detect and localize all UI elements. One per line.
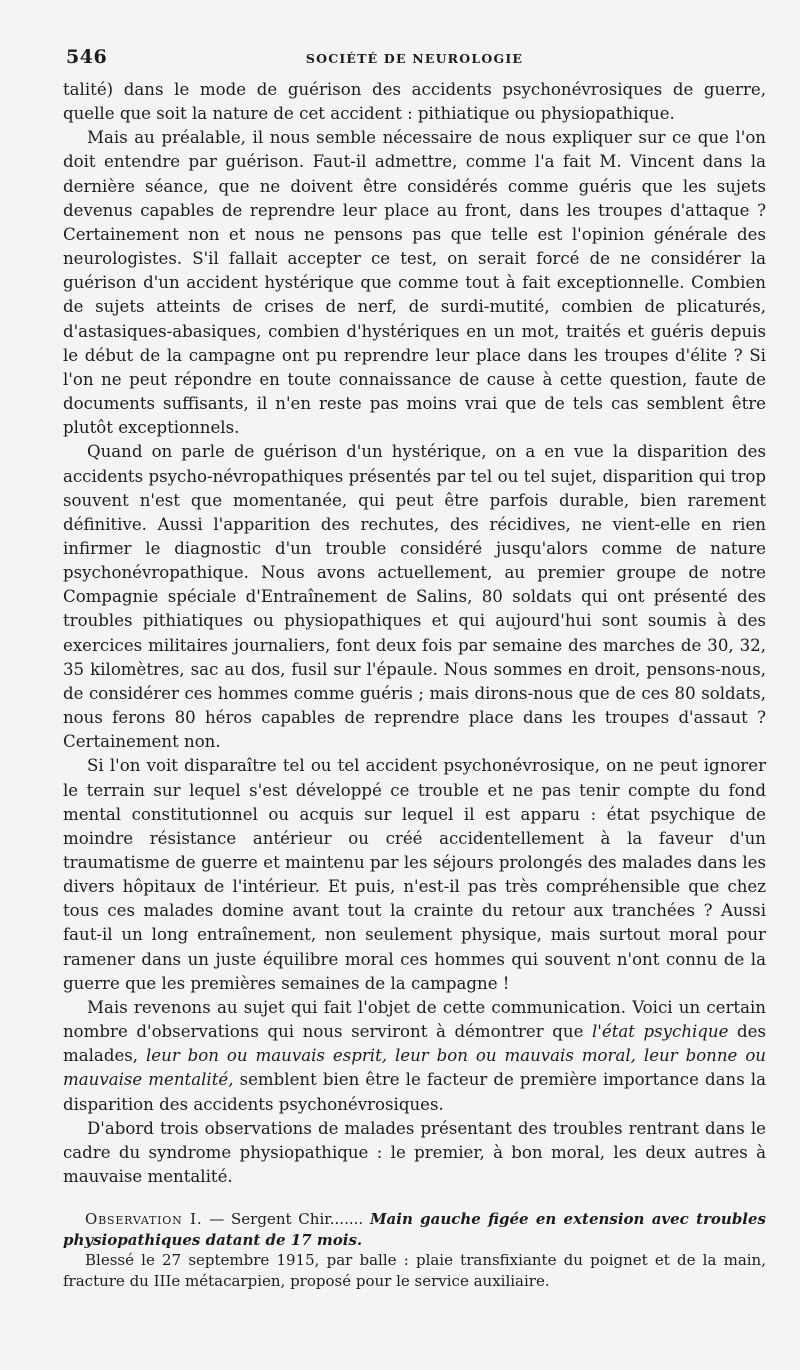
paragraph [63, 996, 766, 1117]
observation-heading [63, 1209, 766, 1250]
paragraph: talité) dans le mode de guérison des accidents psychonévrosiques de guerre, quelle que soit la nature de cet accident : pithiatique ou physiopathique. [63, 80, 766, 124]
running-title: SOCIÉTÉ DE NEUROLOGIE [305, 51, 524, 66]
observation-subject: — Sergent Chir....... [202, 1210, 370, 1229]
observation-title: Main gauche figée en extension avec troubles physiopathiques datant de 17 mois. [63, 1210, 766, 1249]
paragraph: Quand on parle de guérison d'un hystérique, on a en vue la disparition des accidents psycho-névropathiques présentés par tel ou tel sujet, disparition qui trop souvent n'est que momentanée, qui peut être parfois durable, bien rarement définitive. Aussi l'apparition des rechutes, des récidives, ne vient-elle en rien infirmer le diagnostic d'un trouble considéré jusqu'alors comme de nature psychonévropathique. Nous avons actuellement, au premier groupe de notre Compagnie spéciale d'Entraînement de Salins, 80 soldats qui ont présenté des troubles pithiatiques ou physiopathiques et qui aujourd'hui sont soumis à des exercices militaires journaliers, font deux fois par semaine des marches de 30, 32, 35 kilomètres, sac au dos, fusil sur l'épaule. Nous sommes en droit, pensons-nous, de considérer ces hommes comme guéris ; mais dirons-nous que de ces 80 soldats, nous ferons 80 héros capables de reprendre place dans les troupes d'assaut ? Certainement non. [63, 442, 766, 752]
emphasis-text: l'état psychique [592, 1022, 729, 1042]
paragraph: Si l'on voit disparaître tel ou tel accident psychonévrosique, on ne peut ignorer le terrain sur lequel s'est développé ce trouble et ne pas tenir compte du fond mental constitutionnel ou acquis sur lequel il est apparu : état psychique de moindre résistance antérieur ou créé accidentellement à la faveur d'un traumatisme de guerre et maintenu par les séjours prolongés des malades dans les divers hôpitaux de l'intérieur. Et puis, n'est-il pas très compréhensible que chez tous ces malades domine avant tout la crainte du retour aux tranchées ? Aussi faut-il un long entraînement, non seulement physique, mais surtout moral pour ramener dans un juste équilibre moral ces hommes qui souvent n'ont connu de la guerre que les premières semaines de la campagne ! [63, 756, 766, 993]
paragraph: Mais au préalable, il nous semble nécessaire de nous expliquer sur ce que l'on doit entendre par guérison. Faut-il admettre, comme l'a fait M. Vincent dans la dernière séance, que ne doivent être considérés comme guéris que les sujets devenus capables de reprendre leur place au front, dans les troupes d'attaque ? Certainement non et nous ne pensons pas que telle est l'opinion générale des neurologistes. S'il fallait accepter ce test, on serait forcé de ne considérer la guérison d'un accident hystérique que comme tout à fait exceptionnelle. Combien de sujets atteints de crises de nerf, de surdi-mutité, combien de plicaturés, d'astasiques-abasiques, combien d'hystériques en un mot, traités et guéris depuis le début de la campagne ont pu reprendre leur place dans les troupes d'élite ? Si l'on ne peut répondre en toute connaissance de cause à cette question, faute de documents suffisants, il n'en reste pas moins vrai que de tels cas semblent être plutôt exceptionnels. [63, 128, 766, 438]
paragraph-text: des malades, [63, 1022, 767, 1066]
observation-text: Blessé le 27 septembre 1915, par balle : plaie transfixiante du poignet et de la main, fracture du IIIe métacarpien, proposé pour le service auxiliaire. [63, 1251, 766, 1290]
emphasis-text: leur bon ou mauvais esprit, leur bon ou mauvais moral, leur bonne ou mauvaise mentalité, [63, 1046, 766, 1090]
paragraph-text: Mais revenons au sujet qui fait l'objet de cette communication. Voici un certain nombre d'observations qui nous serviront à démontrer que [63, 997, 766, 1042]
observation-label: Observation I. [85, 1210, 203, 1229]
observation-block [63, 1209, 766, 1291]
body-text [63, 78, 766, 1189]
page-header [63, 46, 766, 78]
paragraph: D'abord trois observations de malades présentant des troubles rentrant dans le cadre du syndrome physiopathique : le premier, à bon moral, les deux autres à mauvaise mentalité. [63, 1118, 766, 1187]
paragraph-text: semblent bien être le facteur de première importance dans la disparition des accidents psychonévrosiques. [63, 1070, 767, 1114]
page-number: 546 [66, 46, 108, 68]
